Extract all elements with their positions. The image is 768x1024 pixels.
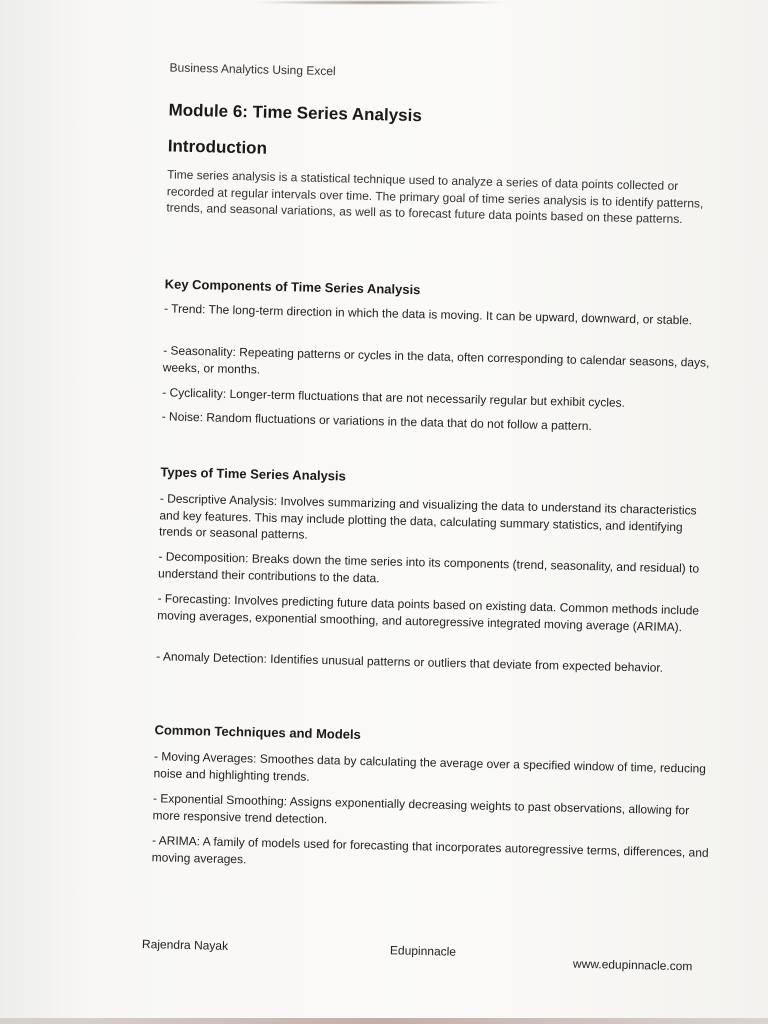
list-item-trend: - Trend: The long-term direction in which the data is moving. It can be upward, downward, or stable. [163,301,693,328]
section-heading-types: Types of Time Series Analysis [160,464,347,484]
page-bottom-shadow [0,1018,768,1024]
list-item-forecasting: - Forecasting: Involves predicting future data points based on existing data. Common methods include moving averages, exponential smoothing, and autoregressive integrated moving average (ARIMA). [157,591,700,634]
footer-website: www.edupinnacle.com [572,956,693,974]
list-item-exponential-smoothing: - Exponential Smoothing: Assigns exponentially decreasing weights to past observations, allowing for more responsive trend detection. [152,791,690,826]
page-top-shadow [250,0,510,5]
list-item-arima: - ARIMA: A family of models used for forecasting that incorporates autoregressive terms, differences, and moving averages. [151,833,709,866]
page-content [150,50,740,866]
book-title-header: Business Analytics Using Excel [169,60,336,79]
list-item-noise: - Noise: Random fluctuations or variations in the data that do not follow a pattern. [161,409,592,434]
list-item-anomaly-detection: - Anomaly Detection: Identifies unusual patterns or outliers that deviate from expected behavior. [156,649,664,675]
list-item-cyclicality: - Cyclicality: Longer-term fluctuations that are not necessarily regular but exhibit cycles. [162,385,626,410]
footer-author: Rajendra Nayak [141,937,229,953]
list-item-seasonality: - Seasonality: Repeating patterns or cycles in the data, often corresponding to calendar seasons, days, weeks, or months. [162,343,710,377]
introduction-paragraph: Time series analysis is a statistical technique used to analyze a series of data points collected or recorded at regular intervals over time. The primary goal of time series analysis is to identify patterns, trends, and seasonal variations, as well as to forecast future data points based on these patterns. [166,167,704,227]
section-heading-techniques: Common Techniques and Models [154,722,362,742]
list-item-descriptive-analysis: - Descriptive Analysis: Involves summarizing and visualizing the data to understand its characteristics and key features. This may include plotting the data, calculating summary statistics, and identifying trends or seasonal patterns. [158,491,697,542]
footer-organization: Edupinnacle [389,943,457,959]
introduction-heading: Introduction [167,136,268,158]
list-item-decomposition: - Decomposition: Breaks down the time series into its components (trend, seasonality, and residual) to understand their contributions to the data. [157,549,700,585]
module-title: Module 6: Time Series Analysis [168,100,423,126]
section-heading-key-components: Key Components of Time Series Analysis [164,276,421,298]
list-item-moving-averages: - Moving Averages: Smoothes data by calculating the average over a specified window of time, reducing noise and highlighting trends. [153,749,707,784]
